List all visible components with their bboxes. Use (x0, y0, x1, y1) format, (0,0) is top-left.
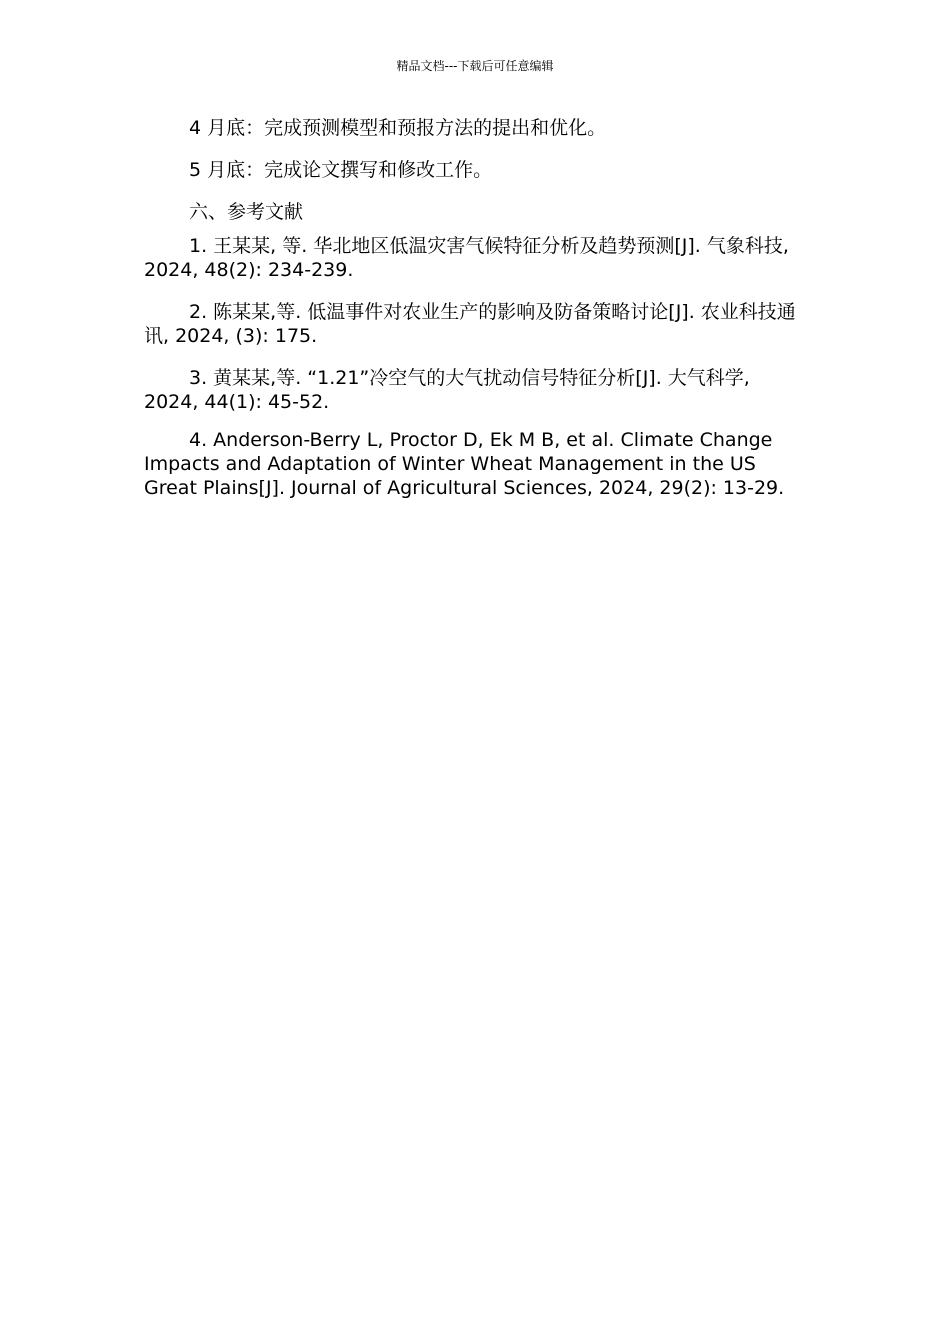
schedule-item-april: 4 月底：完成预测模型和预报方法的提出和优化。 (189, 117, 607, 139)
schedule-item-may: 5 月底：完成论文撰写和修改工作。 (189, 159, 493, 181)
reference-3: 3. 黄某某,等. “1.21”冷空气的大气扰动信号特征分析[J]. 大气科学, 2024, 44(1): 45-52. (144, 367, 750, 413)
reference-1: 1. 王某某, 等. 华北地区低温灾害气候特征分析及趋势预测[J]. 气象科技, 2024, 48(2): 234-239. (144, 235, 789, 281)
page-header: 精品文档---下载后可任意编辑 (396, 59, 554, 73)
section-title-references: 六、参考文献 (189, 201, 304, 223)
reference-4: 4. Anderson-Berry L, Proctor D, Ek M B, et al. Climate Change Impacts and Adaptation of Winter Wheat Management in the US Great Plains[J]. Journal of Agricultural Sciences, 2024, 29(2): 13-29. (144, 429, 785, 499)
reference-2: 2. 陈某某,等. 低温事件对农业生产的影响及防备策略讨论[J]. 农业科技通讯, 2024, (3): 175. (144, 301, 796, 347)
document-body (144, 116, 804, 510)
